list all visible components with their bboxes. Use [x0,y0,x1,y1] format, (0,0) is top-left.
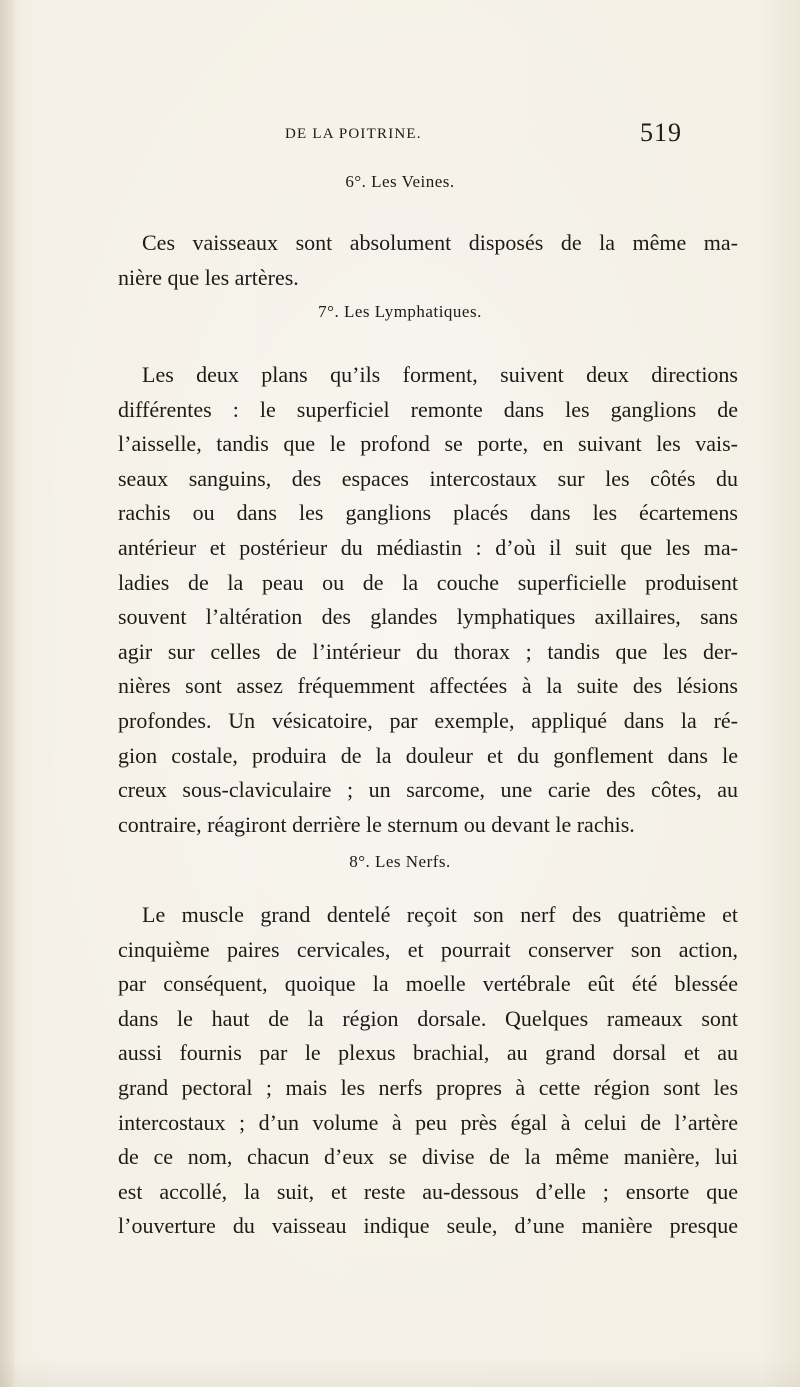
section-heading-lymphatiques: 7°. Les Lymphatiques. [318,302,482,321]
page-gutter [0,0,14,1387]
text-line: souvent l’altération des glandes lymphatiques axillaires, sans [118,604,738,630]
text-line: ladies de la peau ou de la couche superficielle produisent [118,569,738,595]
text-line: l’ouverture du vaisseau indique seule, d’une manière presque [118,1213,738,1239]
section-heading-nerfs: 8°. Les Nerfs. [349,852,451,871]
text-line: agir sur celles de l’intérieur du thorax ; tandis que les der- [118,638,738,664]
text-line: aussi fournis par le plexus brachial, au grand dorsal et au [118,1040,738,1066]
text-line: Le muscle grand dentelé reçoit son nerf des quatrième et [142,902,738,927]
text-line: rachis ou dans les ganglions placés dans les écartemens [118,500,738,526]
text-line: intercostaux ; d’un volume à peu près égal à celui de l’artère [118,1109,738,1135]
page-bottom-edge [0,1357,800,1387]
text-line: antérieur et postérieur du médiastin : d’où il suit que les ma- [118,534,738,560]
text-line: de ce nom, chacun d’eux se divise de la même manière, lui [118,1144,738,1170]
text-line: nière que les artères. [118,264,299,290]
text-line: seaux sanguins, des espaces intercostaux sur les côtés du [118,465,738,491]
paragraph-nerfs [118,898,738,1244]
text-line: dans le haut de la région dorsale. Quelques rameaux sont [118,1005,738,1031]
text-line: contraire, réagiront derrière le sternum ou devant le rachis. [118,811,635,837]
text-line: par conséquent, quoique la moelle vertébrale eût été blessée [118,971,738,997]
running-title: DE LA POITRINE. [285,126,422,142]
paragraph-veines [118,226,738,295]
text-line: cinquième paires cervicales, et pourrait conserver son action, [118,936,738,962]
text-line: est accollé, la suit, et reste au-dessous d’elle ; ensorte que [118,1178,738,1204]
section-heading-veines: 6°. Les Veines. [345,172,455,191]
text-line: grand pectoral ; mais les nerfs propres à cette région sont les [118,1074,738,1100]
paragraph-lymphatiques [118,358,738,842]
text-line: Ces vaisseaux sont absolument disposés de la même ma- [142,230,738,255]
text-line: nières sont assez fréquemment affectées à la suite des lésions [118,673,738,699]
page-number: 519 [640,118,682,147]
text-line: Les deux plans qu’ils forment, suivent deux directions [142,362,738,387]
text-line: profondes. Un vésicatoire, par exemple, appliqué dans la ré- [118,707,738,733]
text-line: gion costale, produira de la douleur et du gonflement dans le [118,742,738,768]
text-line: différentes : le superficiel remonte dans les ganglions de [118,396,738,422]
text-line: creux sous-claviculaire ; un sarcome, une carie des côtes, au [118,777,738,803]
text-line: l’aisselle, tandis que le profond se porte, en suivant les vais- [118,431,738,457]
running-header [0,118,800,158]
